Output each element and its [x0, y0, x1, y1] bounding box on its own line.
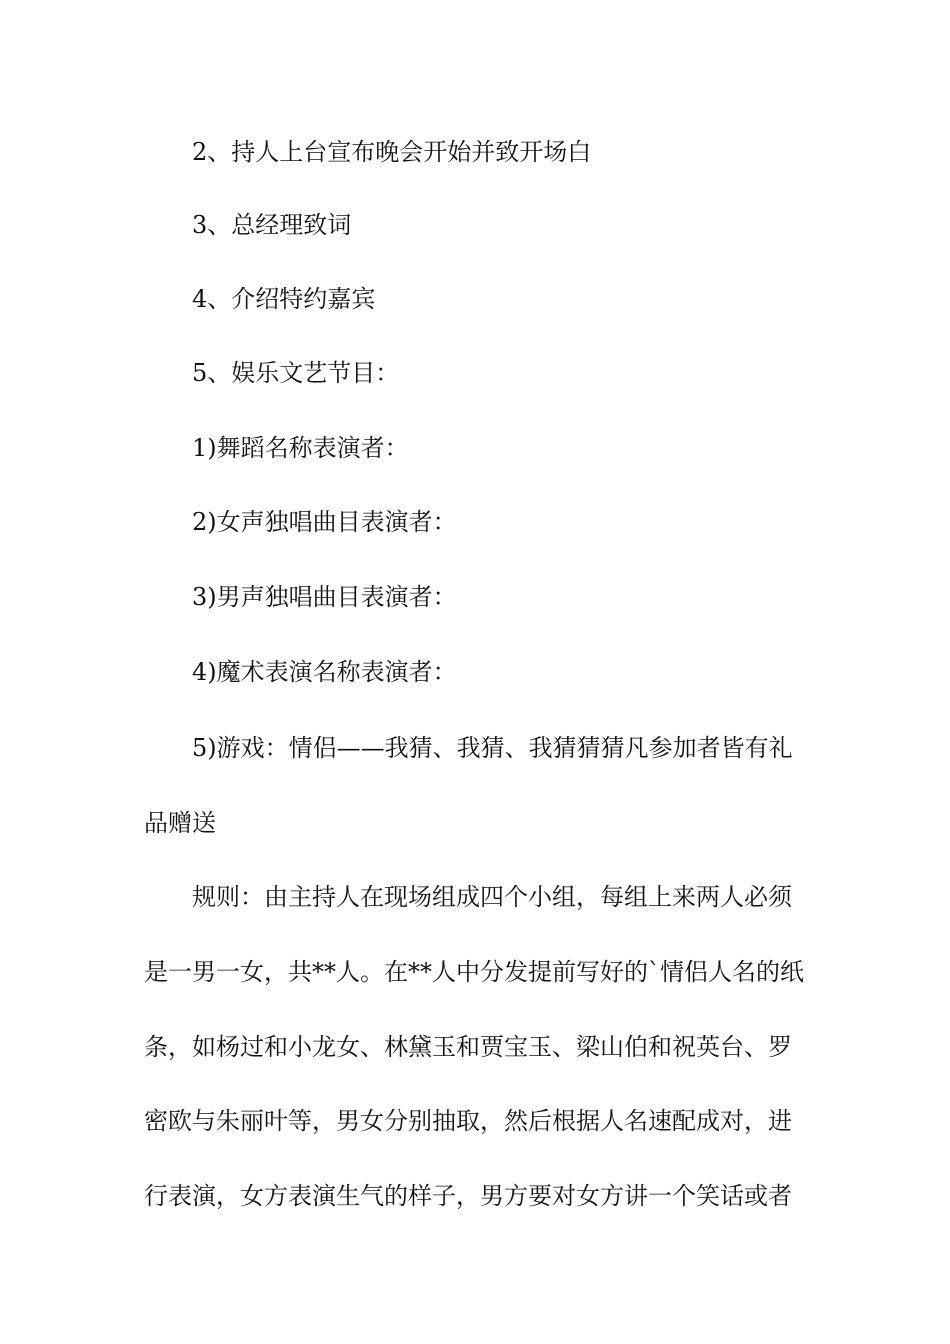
program-item-dance: 1)舞蹈名称表演者： [192, 434, 409, 462]
agenda-item-speech: 3、总经理致词 [192, 211, 352, 239]
agenda-item-entertainment: 5、娱乐文艺节目： [192, 359, 400, 387]
program-item-game: 5)游戏：情侣——我猜、我猜、我猜猜猜凡参加者皆有礼 [192, 734, 793, 762]
rules-paragraph-line-3: 条，如杨过和小龙女、林黛玉和贾宝玉、梁山伯和祝英台、罗 [144, 1033, 792, 1061]
program-item-male-solo: 3)男声独唱曲目表演者： [192, 583, 457, 611]
program-item-magic: 4)魔术表演名称表演者： [192, 658, 457, 686]
agenda-item-opening: 2、持人上台宣布晚会开始并致开场白 [192, 138, 592, 166]
rules-paragraph-line-5: 行表演，女方表演生气的样子，男方要对女方讲一个笑话或者 [144, 1182, 792, 1210]
agenda-item-guests: 4、介绍特约嘉宾 [192, 285, 376, 313]
program-item-game-continued: 品赠送 [144, 809, 216, 837]
rules-paragraph-line-4: 密欧与朱丽叶等，男女分别抽取，然后根据人名速配成对，进 [144, 1107, 792, 1135]
program-item-female-solo: 2)女声独唱曲目表演者： [192, 508, 457, 536]
rules-paragraph-line-2: 是一男一女，共**人。在**人中分发提前写好的`情侣人名的纸 [144, 958, 804, 986]
rules-paragraph-line-1: 规则：由主持人在现场组成四个小组，每组上来两人必须 [192, 883, 792, 911]
